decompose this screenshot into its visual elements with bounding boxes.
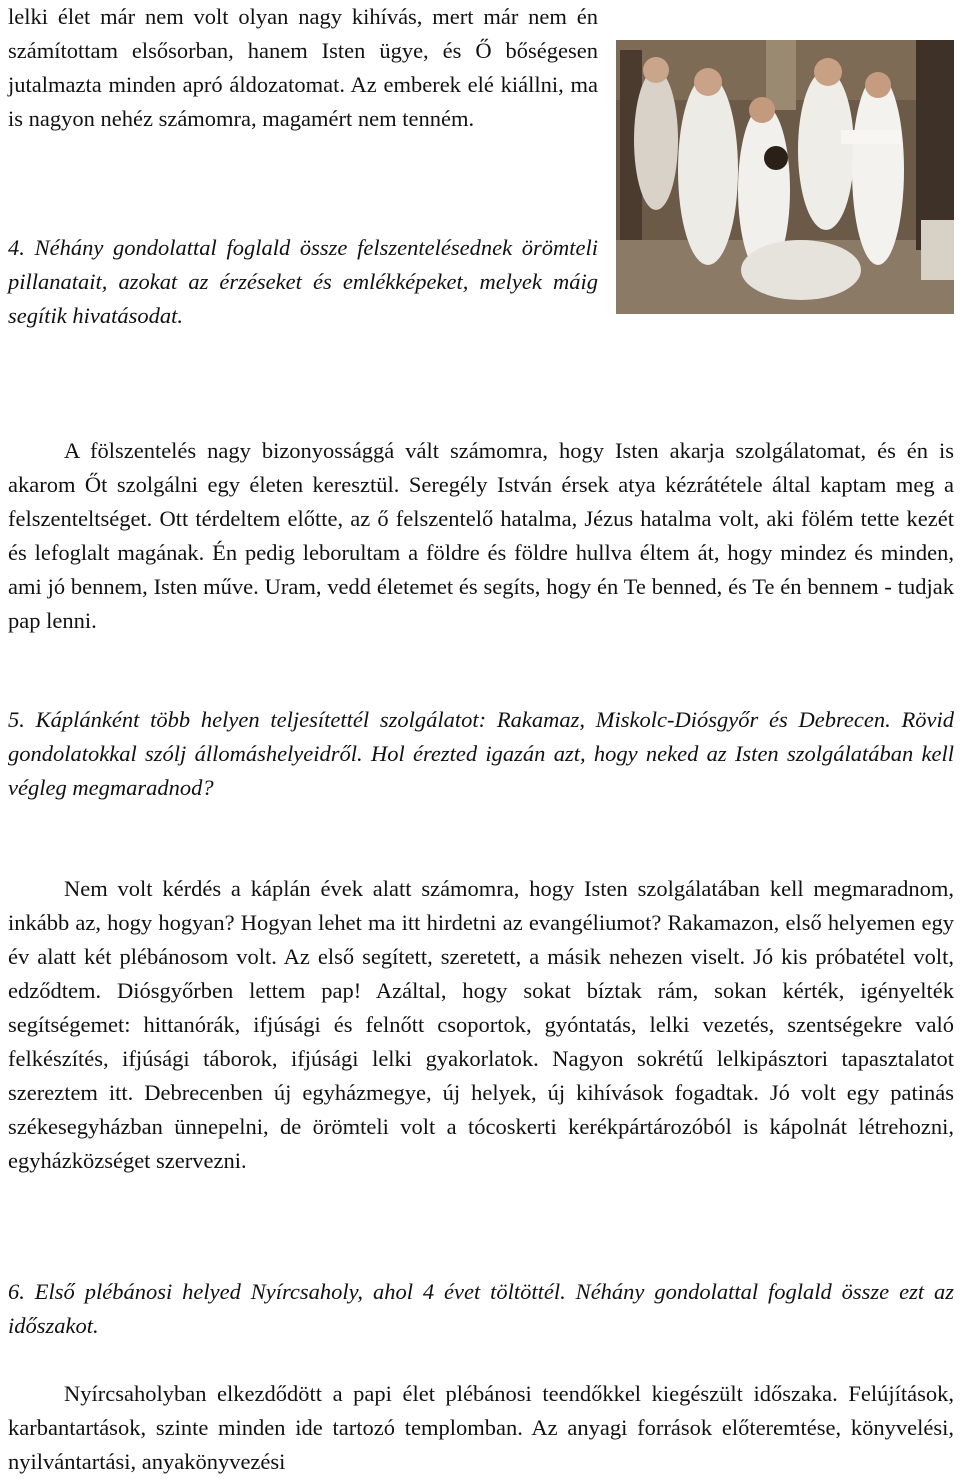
answer-4: A fölszentelés nagy bizonyossággá vált számomra, hogy Isten akarja szolgálatomat, és én is akarom Őt szolgálni egy életen keresztül. Seregély István érsek atya kézrátétele által kaptam meg a felszenteltséget. Ott térdeltem előtte, az ő felszentelő hatalma, Jézus hatalma volt, aki fölém tette kezét és lefoglalt magának. Én pedig leborultam a földre és földre hullva éltem át, hogy mindez és minden, ami jó bennem, Isten műve. Uram, vedd életemet és segíts, hogy én Te benned, és Te én bennem - tudjak pap lenni. [8, 438, 954, 633]
answer-6: Nyírcsaholyban elkezdődött a papi élet plébánosi teendőkkel kiegészült időszaka. Felújítások, karbantartások, szinte minden ide tartozó templomban. Az anyagi források előteremtése, könyvelési, nyilvántartási, anyakönyvezési [8, 1381, 954, 1474]
question-4: 4. Néhány gondolattal foglald össze felszentelésednek örömteli pillanatait, azokat az érzéseket és emlékképeket, melyek máig segítik hivatásodat. [8, 235, 598, 328]
question-5: 5. Káplánként több helyen teljesítettél szolgálatot: Rakamaz, Miskolc-Diósgyőr és Debrecen. Rövid gondolatokkal szólj állomáshelyeidről. Hol érezted igazán azt, hogy neked az Isten szolgálatában kell végleg megmaradnod? [8, 707, 954, 800]
paragraph-intro-continuation: lelki élet már nem volt olyan nagy kihívás, mert már nem én számítottam elsősorban, hanem Isten ügye, és Ő bőségesen jutalmazta minden apró áldozatomat. Az emberek elé kiállni, ma is nagyon nehéz számomra, magamért nem tenném. [8, 4, 598, 131]
ordination-ceremony-photo [616, 40, 954, 314]
question-6: 6. Első plébánosi helyed Nyírcsaholy, ahol 4 évet töltöttél. Néhány gondolattal foglald össze ezt az időszakot. [8, 1279, 954, 1338]
answer-5: Nem volt kérdés a káplán évek alatt számomra, hogy Isten szolgálatában kell megmaradnom, inkább az, hogy hogyan? Hogyan lehet ma itt hirdetni az evangéliumot? Rakamazon, első helyemen egy év alatt két plébánosom volt. Az első segített, szeretett, a másik nehezen viselt. Jó kis próbatétel volt, edződtem. Diósgyőrben lettem pap! Azáltal, hogy sokat bíztak rám, sokan kérték, igényelték segítségemet: hittanórák, ifjúsági és felnőtt csoportok, gyóntatás, lelki vezetés, szentségekre való felkészítés, ifjúsági táborok, ifjúsági lelki gyakorlatok. Nagyon sokrétű lelkipásztori tapasztalatot szereztem itt. Debrecenben új egyházmegye, új helyek, új kihívások fogadtak. Jó volt egy patinás székesegyházban ünnepelni, de örömteli volt a tócoskerti kerékpártározóból is kápolnát létrehozni, egyházközséget szervezni. [8, 876, 954, 1173]
photo-illustration [616, 40, 954, 314]
